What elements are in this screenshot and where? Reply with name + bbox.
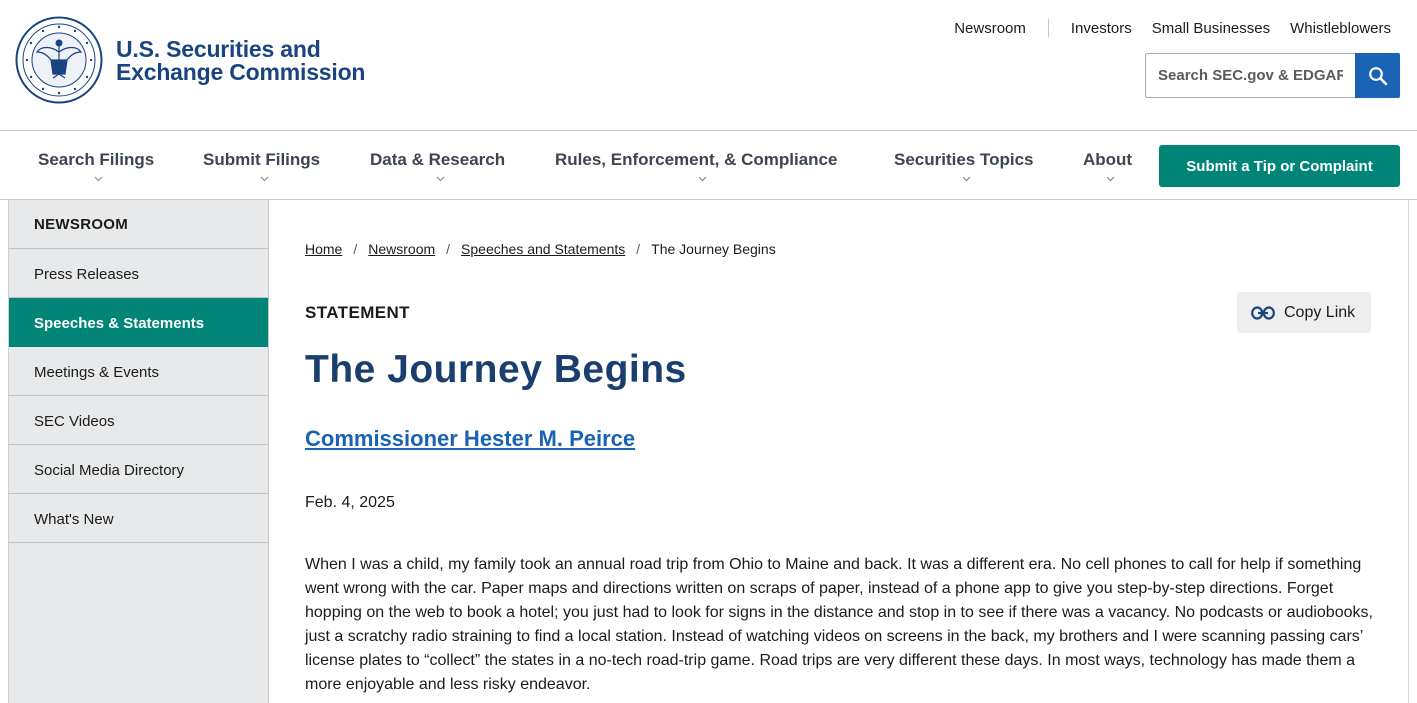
utility-link-newsroom[interactable]: Newsroom bbox=[954, 19, 1026, 37]
sidebar-item-press-releases[interactable]: Press Releases bbox=[9, 249, 268, 298]
nav-label: Data & Research bbox=[370, 150, 506, 169]
sidebar-item-meetings-events[interactable]: Meetings & Events bbox=[9, 347, 268, 396]
breadcrumb-separator: / bbox=[353, 241, 358, 257]
sec-seal-icon[interactable] bbox=[15, 16, 103, 104]
nav-data-research[interactable] bbox=[370, 132, 512, 200]
agency-name[interactable] bbox=[116, 38, 365, 84]
site-search bbox=[1145, 53, 1400, 98]
breadcrumb bbox=[305, 241, 776, 257]
utility-nav bbox=[954, 18, 1391, 38]
nav-label: About bbox=[1083, 150, 1133, 169]
nav-submit-filings[interactable] bbox=[203, 132, 327, 200]
main-content bbox=[269, 200, 1409, 703]
body-paragraph: When I was a child, my family took an annual road trip from Ohio to Maine and back. It was a different era. No cell phones to call for help if something went wrong with the car. Paper maps and directions written on scraps of paper, instead of a phone app to give you step-by-step directions. Forget hopping on the web to book a hotel; you just had to look for signs in the distance and stop in to see if there was a vacancy. No podcasts or audiobooks, just a scratchy radio straining to find a local station. Instead of watching videos on screens in the back, my brothers and I were scanning passing cars’ license plates to “collect” the states in a no-tech road-trip game. Road trips are very different these days. In most ways, technology has made them a more enjoyable and less risky endeavor. bbox=[305, 556, 1373, 693]
utility-link-investors[interactable]: Investors bbox=[1070, 19, 1132, 37]
copy-link-label: Copy Link bbox=[1284, 303, 1356, 321]
sidebar-item-sec-videos[interactable]: SEC Videos bbox=[9, 396, 268, 445]
link-icon bbox=[1251, 306, 1275, 320]
submit-tip-button[interactable]: Submit a Tip or Complaint bbox=[1159, 145, 1400, 187]
utility-divider bbox=[1048, 19, 1049, 37]
sidebar-item-speeches-statements[interactable]: Speeches & Statements bbox=[9, 298, 268, 347]
chevron-down-icon bbox=[698, 176, 707, 182]
page-title: The Journey Begins bbox=[305, 348, 687, 391]
breadcrumb-separator: / bbox=[446, 241, 451, 257]
breadcrumb-separator: / bbox=[636, 241, 641, 257]
agency-name-line2: Exchange Commission bbox=[116, 59, 366, 85]
sidebar-item-whats-new[interactable]: What's New bbox=[9, 494, 268, 543]
site-header bbox=[0, 0, 1417, 131]
nav-search-filings[interactable] bbox=[38, 132, 160, 200]
nav-label: Search Filings bbox=[38, 150, 155, 169]
utility-link-whistleblowers[interactable]: Whistleblowers bbox=[1290, 19, 1391, 37]
breadcrumb-newsroom[interactable]: Newsroom bbox=[368, 241, 436, 257]
nav-securities-topics[interactable] bbox=[894, 132, 1040, 200]
publish-date: Feb. 4, 2025 bbox=[305, 494, 395, 511]
nav-label: Securities Topics bbox=[894, 150, 1034, 169]
chevron-down-icon bbox=[260, 176, 269, 182]
search-button[interactable] bbox=[1355, 53, 1400, 98]
chevron-down-icon bbox=[436, 176, 445, 182]
sidebar-item-social-media-directory[interactable]: Social Media Directory bbox=[9, 445, 268, 494]
search-icon bbox=[1368, 66, 1388, 86]
copy-link-button[interactable] bbox=[1237, 292, 1371, 333]
utility-link-small-businesses[interactable]: Small Businesses bbox=[1151, 19, 1271, 37]
sidebar bbox=[8, 200, 269, 703]
nav-label: Rules, Enforcement, & Compliance bbox=[555, 150, 838, 169]
agency-name-line1: U.S. Securities and bbox=[116, 36, 321, 62]
breadcrumb-speeches-statements[interactable]: Speeches and Statements bbox=[461, 241, 626, 257]
breadcrumb-home[interactable]: Home bbox=[305, 241, 343, 257]
nav-label: Submit Filings bbox=[203, 150, 321, 169]
sidebar-heading: NEWSROOM bbox=[9, 200, 268, 249]
author-link[interactable]: Commissioner Hester M. Peirce bbox=[305, 426, 636, 451]
chevron-down-icon bbox=[1106, 176, 1115, 182]
content-type-label: STATEMENT bbox=[305, 303, 410, 322]
nav-about[interactable] bbox=[1083, 132, 1139, 200]
breadcrumb-current: The Journey Begins bbox=[651, 241, 776, 257]
search-input[interactable] bbox=[1145, 53, 1355, 98]
chevron-down-icon bbox=[962, 176, 971, 182]
main-nav bbox=[0, 132, 1417, 200]
chevron-down-icon bbox=[94, 176, 103, 182]
nav-rules-enforcement-compliance[interactable] bbox=[555, 132, 851, 200]
